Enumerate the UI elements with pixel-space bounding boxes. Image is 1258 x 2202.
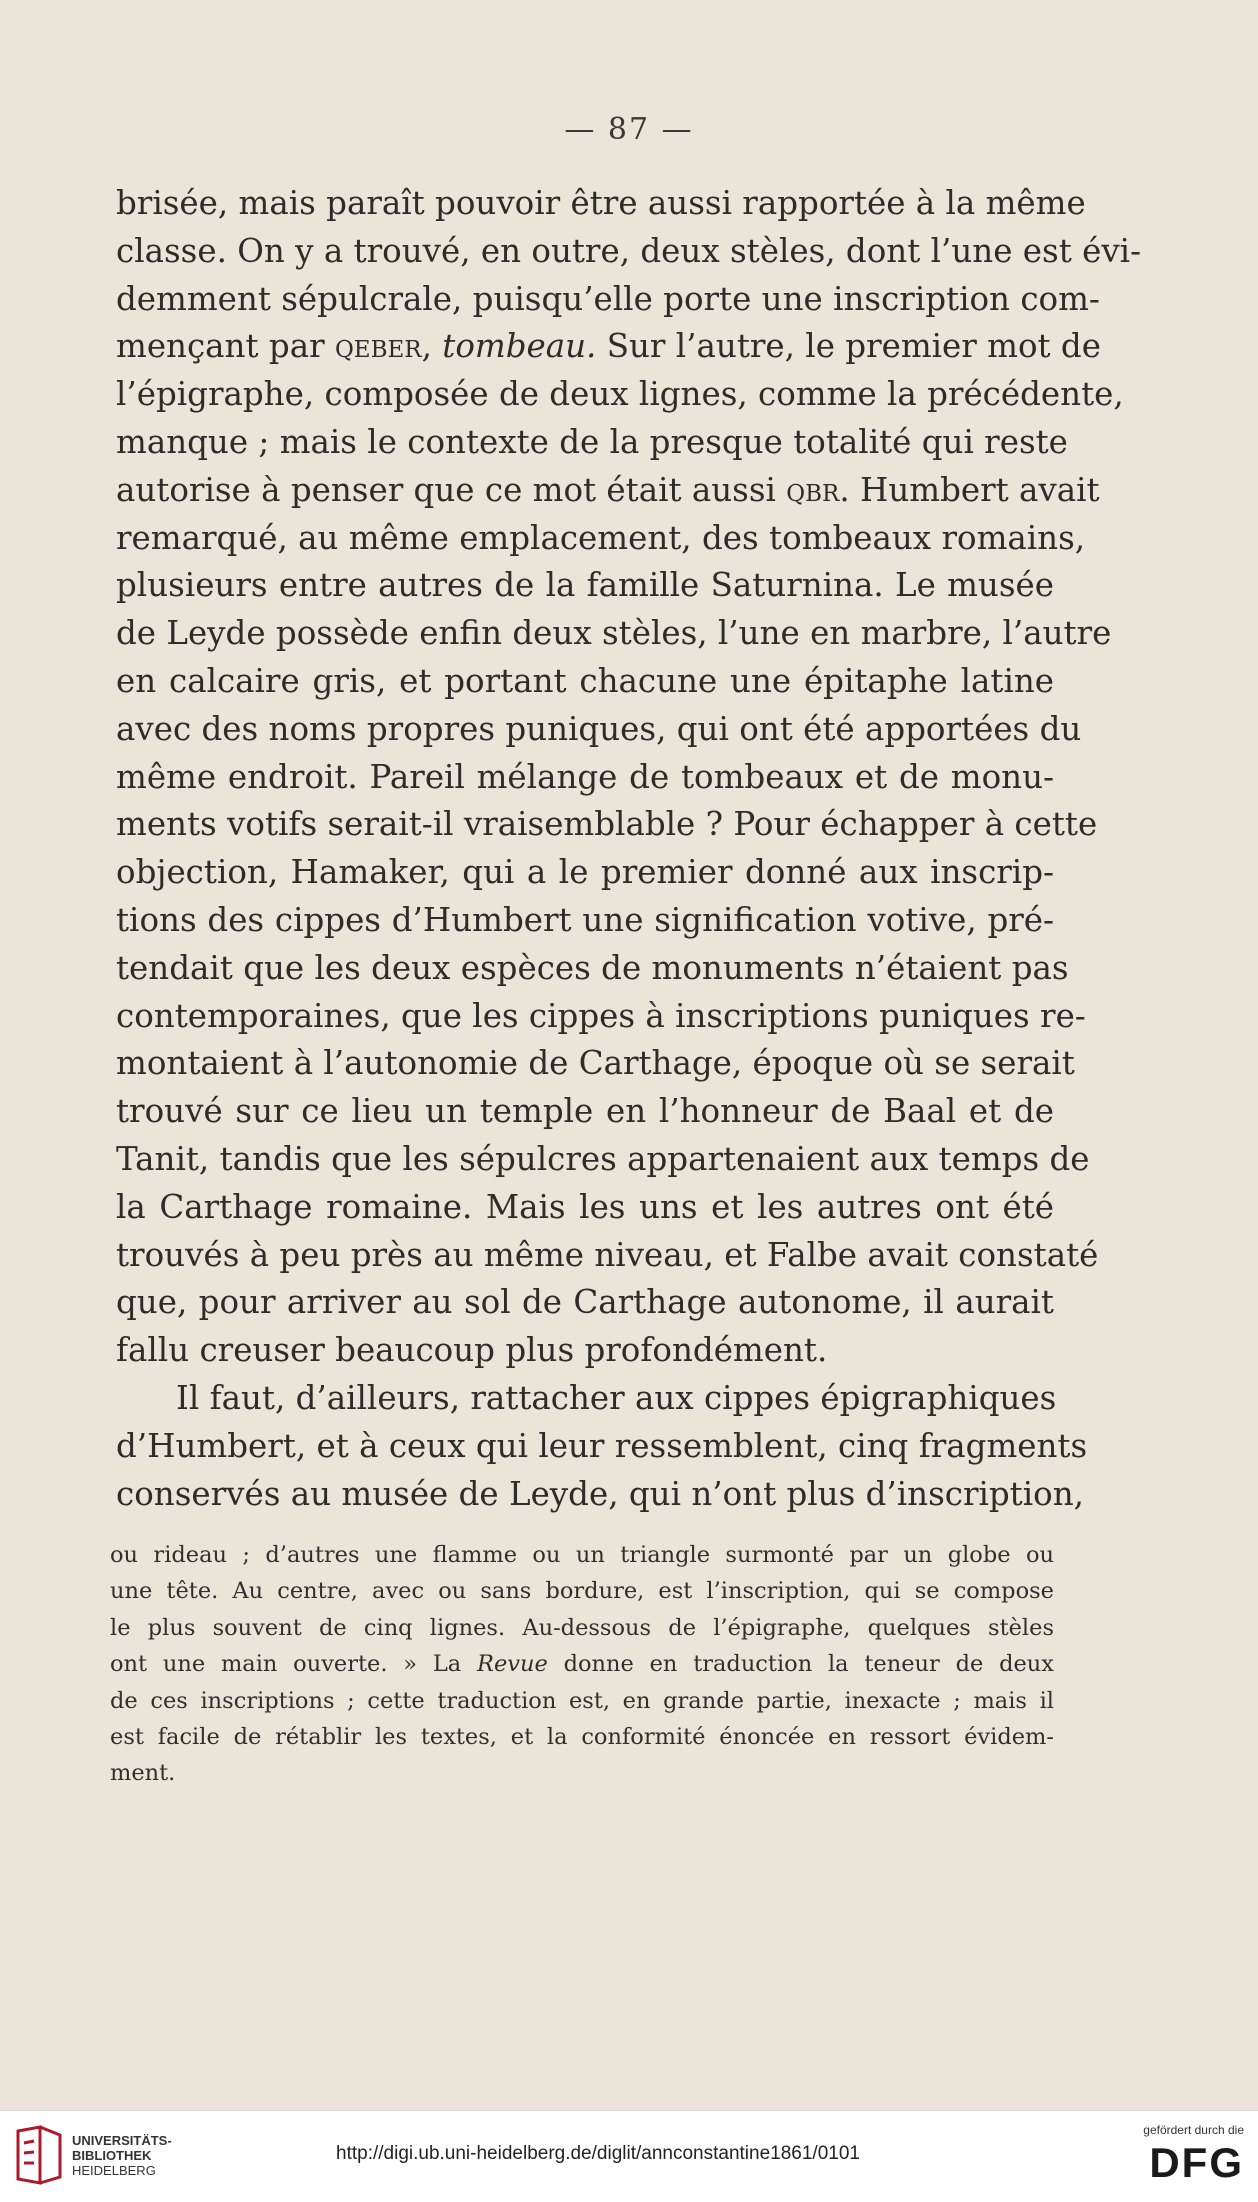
text-line: objection, Hamaker, qui a le premier donné aux inscrip- [116,853,1054,892]
text-line: trouvé sur ce lieu un temple en l’honneur de Baal et de [116,1092,1054,1131]
text-line: brisée, mais paraît pouvoir être aussi rapportée à la même [116,184,1086,222]
footnote [110,1537,1054,1792]
text-line: la Carthage romaine. Mais les uns et les autres ont été [116,1187,1054,1226]
text-line: avec des noms propres puniques, qui ont été apportées du [116,709,1082,748]
footnote-line: ment. [110,1760,176,1787]
text-line: remarqué, au même emplacement, des tombeaux romains, [116,518,1086,557]
text-line: Il faut, d’ailleurs, rattacher aux cippes épigraphiques [176,1378,1057,1417]
text-line: montaient à l’autonomie de Carthage, époque où se serait [116,1044,1075,1083]
library-name-line: HEIDELBERG [72,2163,156,2178]
library-name-line: UNIVERSITÄTS- [72,2133,172,2148]
funder [1104,2123,1244,2189]
footnote-line: le plus souvent de cinq lignes. Au-dessous de l’épigraphe, quelques stèles [110,1614,1054,1641]
library-logo-icon [10,2125,66,2187]
text-run: . Humbert avait [839,470,1100,509]
footnote-line: de ces inscriptions ; cette traduction est, en grande partie, inexacte ; mais il [110,1687,1054,1714]
footnote-line [110,1646,1054,1682]
text-line: fallu creuser beaucoup plus profondément. [116,1331,828,1370]
text-run: , [421,327,443,366]
page-number: — 87 — [564,112,694,147]
text-line [116,467,1100,515]
text-run: donne en traduction la teneur de deux [547,1651,1054,1678]
text-line: demment sépulcrale, puisqu’elle porte une inscription com- [116,279,1100,318]
body-text [116,180,1142,1518]
footer-bar [0,2110,1258,2202]
funder-text: gefördert durch die [1143,2123,1244,2137]
footnote-line: une tête. Au centre, avec ou sans bordure, est l’inscription, qui se compose [110,1578,1054,1605]
library-name-line: BIBLIOTHEK [72,2148,152,2163]
footnote-line: est facile de rétablir les textes, et la conformité énoncée en ressort évidem- [110,1723,1054,1750]
text-run: ont une main ouverte. » La [110,1651,477,1678]
text-line: ments votifs serait-il vraisemblable ? Pour échapper à cette [116,805,1098,844]
footnote-line: ou rideau ; d’autres une flamme ou un triangle surmonté par un globe ou [110,1542,1054,1568]
permalink-url[interactable]: http://digi.ub.uni-heidelberg.de/diglit/annconstantine1861/0101 [336,2143,860,2164]
text-line: manque ; mais le contexte de la presque totalité qui reste [116,422,1068,461]
text-line: contemporaines, que les cippes à inscriptions puniques re- [116,996,1086,1035]
library-name [72,2133,172,2178]
text-line: plusieurs entre autres de la famille Saturnina. Le musée [116,566,1054,605]
text-line: tions des cippes d’Humbert une signification votive, pré- [116,900,1054,939]
small-caps-word: qbr [786,470,840,509]
small-caps-word: qeber [334,327,422,366]
text-line: Tanit, tandis que les sépulcres appartenaient aux temps de [116,1139,1090,1178]
text-line [116,323,1101,371]
text-line: d’Humbert, et à ceux qui leur ressemblent, cinq fragments [116,1426,1088,1465]
text-line: tendait que les deux espèces de monuments n’étaient pas [116,948,1069,987]
text-line: l’épigraphe, composée de deux lignes, comme la précédente, [116,375,1124,414]
text-line: conservés au musée de Leyde, qui n’ont plus d’inscription, [116,1474,1084,1513]
dfg-logo: DFG [1149,2139,1244,2186]
text-line: de Leyde possède enfin deux stèles, l’une en marbre, l’autre [116,614,1112,653]
text-line: classe. On y a trouvé, en outre, deux stèles, dont l’une est évi- [116,231,1142,270]
text-run: mençant par [116,327,335,366]
italic-word: tombeau. [442,327,597,366]
text-line: trouvés à peu près au même niveau, et Falbe avait constaté [116,1235,1099,1274]
text-line: en calcaire gris, et portant chacune une épitaphe latine [116,661,1054,700]
text-run: autorise à penser que ce mot était aussi [116,470,787,509]
text-line: que, pour arriver au sol de Carthage autonome, il aurait [116,1283,1054,1322]
text-line: même endroit. Pareil mélange de tombeaux et de monu- [116,757,1054,796]
italic-word: Revue [477,1651,548,1678]
text-run: Sur l’autre, le premier mot de [596,327,1101,366]
